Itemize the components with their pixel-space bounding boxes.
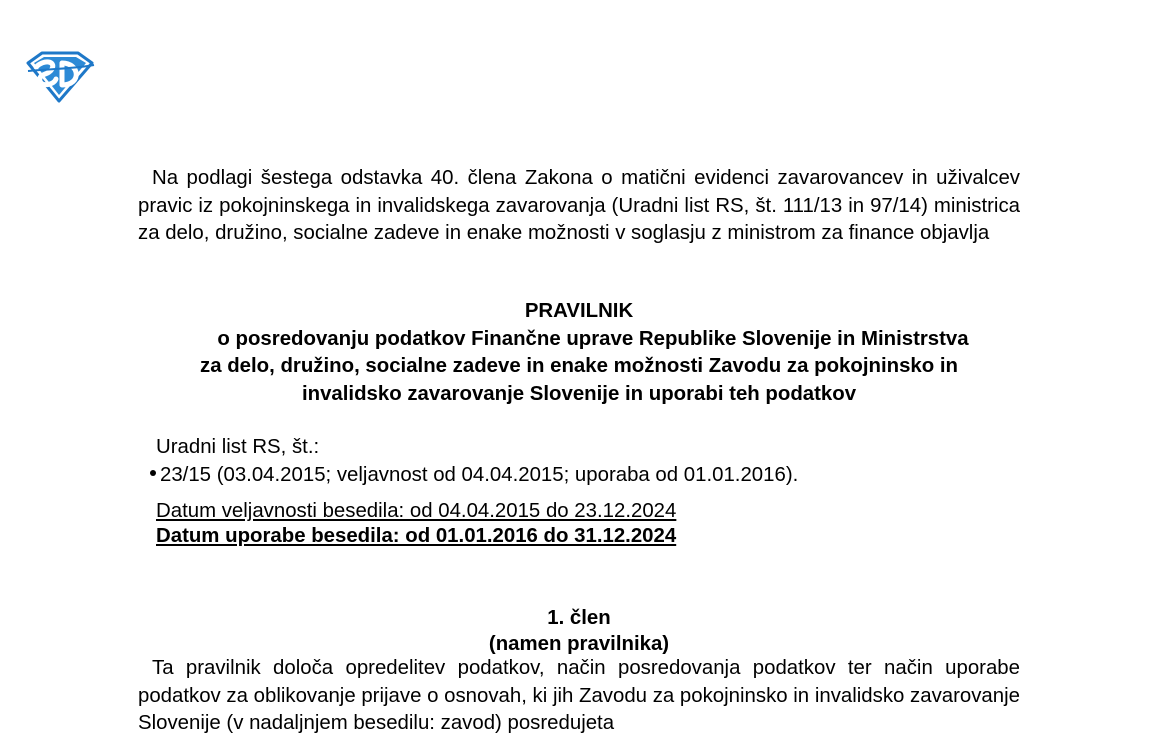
- article-heading: (namen pravilnika): [488, 633, 670, 655]
- article-1-text: [138, 655, 1020, 738]
- gazette-label: Uradni list RS, št.:: [156, 436, 320, 458]
- intro-first-line: Na podlagi šestega odstavka 40. člena Zakona o matični evidenci zavarovancev in: [152, 167, 928, 189]
- text-validity-date: Datum veljavnosti besedila: od 04.04.2015 do 23.12.2024: [156, 500, 677, 522]
- article-number: 1. člen: [547, 607, 611, 629]
- validity-dates: [156, 499, 676, 549]
- zpiz-logo-icon: [22, 49, 96, 103]
- official-gazette-reference: [156, 434, 804, 489]
- gazette-list-item: [150, 462, 798, 490]
- intro-remaining-text: uživalcev pravic iz pokojninskega in invalidskega zavarovanja (Uradni list RS, št. 111/13 in 97/14) ministrica za delo, družino, socialne zadeve in enake možnosti v soglasju z ministrom za finance objavlja: [138, 167, 1020, 244]
- title-heading: PRAVILNIK: [524, 300, 634, 322]
- title-subtitle-line-3: invalidsko zavarovanje Slovenije in uporabi teh podatkov: [301, 382, 857, 405]
- bullet-icon: [150, 470, 156, 476]
- regulation-title: [138, 298, 1020, 408]
- title-subtitle-line-1: o posredovanju podatkov Finančne uprave Republike Slovenije in Ministrstva: [217, 327, 969, 350]
- article-1-body: Ta pravilnik določa opredelitev podatkov, način posredovanja podatkov ter način uporabe podatkov za oblikovanje prijave o osnovah, ki jih Zavodu za pokojninsko in invalidsko zavarovanje Slovenije (v nadaljnjem besedilu: zavod) posredujeta: [138, 657, 1020, 734]
- intro-paragraph: [138, 165, 1020, 248]
- article-1-header: [138, 605, 1020, 657]
- usage-validity-date: Datum uporabe besedila: od 01.01.2016 do 31.12.2024: [156, 525, 677, 547]
- title-subtitle-line-2: za delo, družino, socialne zadeve in enake možnosti Zavodu za pokojninsko in: [200, 355, 958, 377]
- gazette-item-text: 23/15 (03.04.2015; veljavnost od 04.04.2015; uporaba od 01.01.2016).: [160, 463, 799, 486]
